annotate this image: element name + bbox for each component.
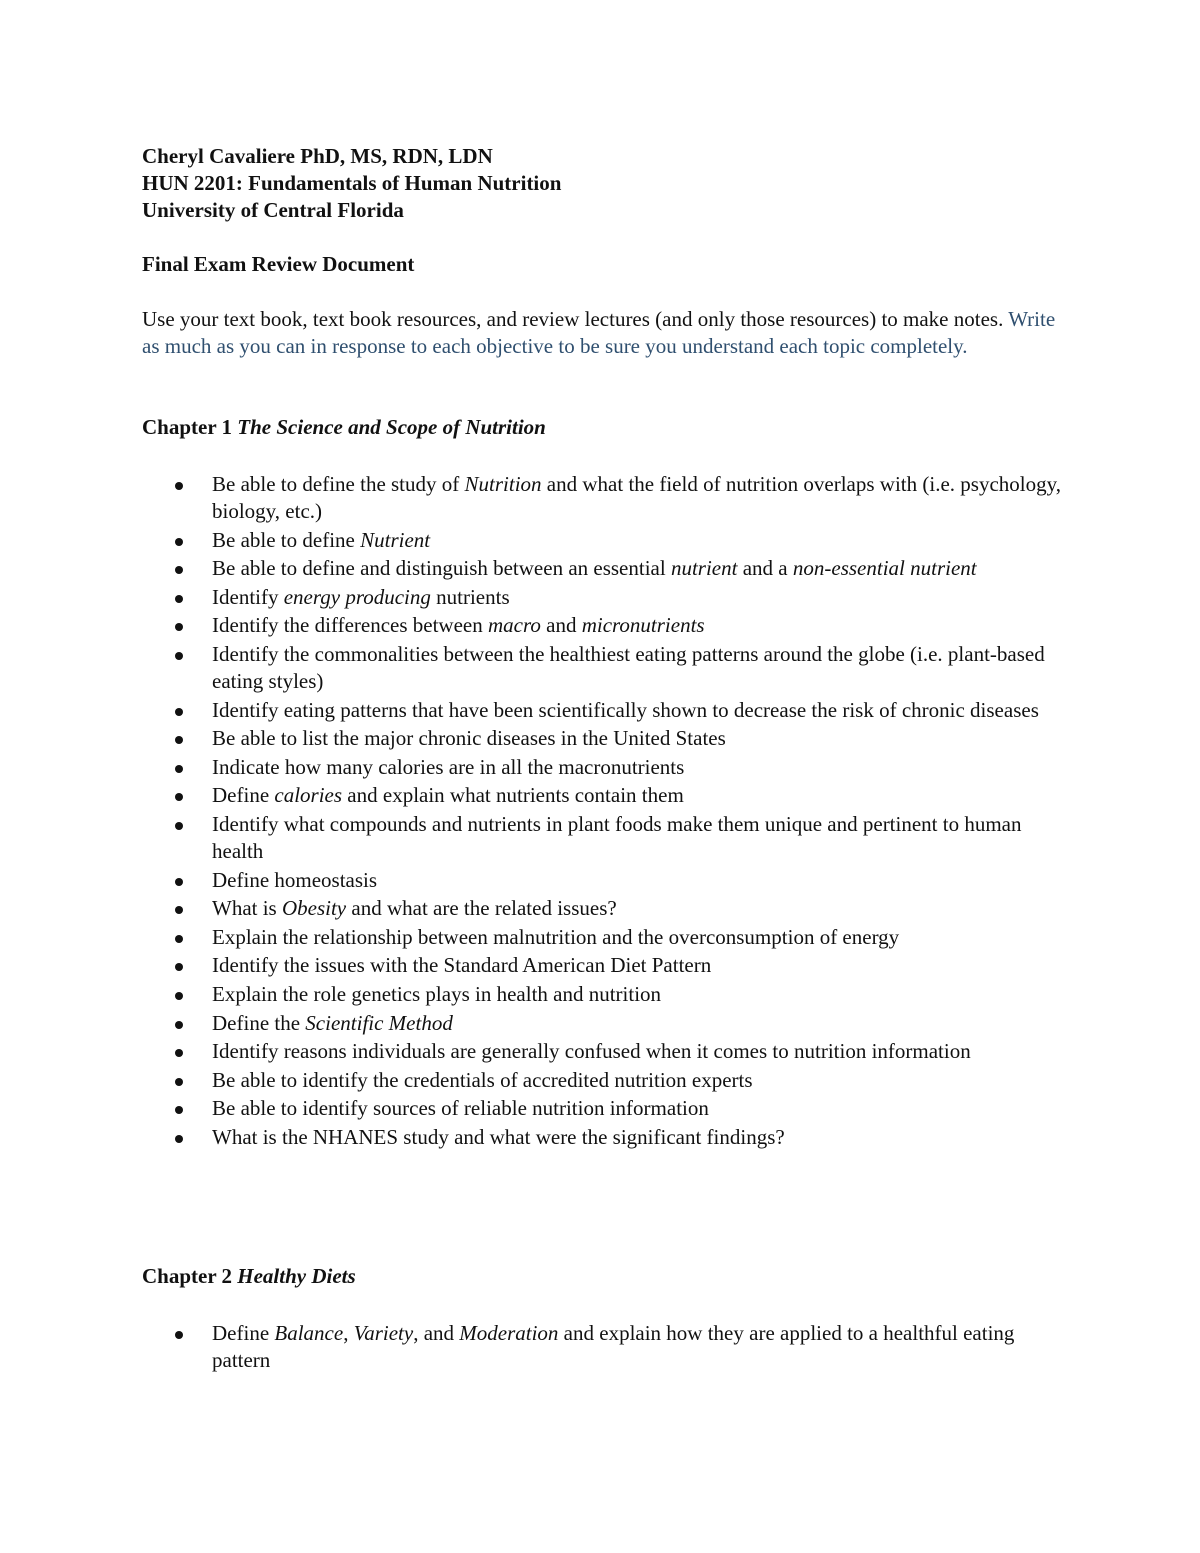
objective-item <box>212 1320 1072 1374</box>
bullet-icon <box>175 822 183 830</box>
objective-item <box>212 952 1072 979</box>
bullet-icon <box>175 1135 183 1143</box>
objective-term: micronutrients <box>581 613 705 638</box>
objective-text: and what the field of nutrition overlaps with (i.e. psychology, biology, etc.) <box>212 472 1061 523</box>
bullet-icon <box>175 736 183 744</box>
objective-item <box>212 584 1072 611</box>
objective-text: and explain how they are applied to a healthful eating pattern <box>212 1321 1015 1372</box>
objective-text: Be able to list the major chronic diseases in the United States <box>212 726 726 751</box>
bullet-icon <box>175 963 183 971</box>
bullet-icon <box>175 623 183 631</box>
objective-item <box>212 1067 1072 1094</box>
bullet-icon <box>175 595 183 603</box>
chapter-name: The Science and Scope of Nutrition <box>237 415 546 439</box>
objective-text: Define <box>212 783 275 808</box>
chapter-1-objectives <box>212 471 1072 1152</box>
objective-item <box>212 782 1072 809</box>
bullet-icon <box>175 1021 183 1029</box>
chapter-name: Healthy Diets <box>237 1264 356 1288</box>
objective-item <box>212 1038 1072 1065</box>
intro-text-part2: Write as much as you can in response to each objective to be sure you understand each topic completely. <box>142 307 1056 358</box>
objective-item <box>212 1095 1072 1122</box>
objective-text: Be able to define the study of <box>212 472 465 496</box>
objective-text: and explain what nutrients contain them <box>342 783 684 808</box>
objective-text: Identify the issues with the Standard American Diet Pattern <box>212 953 712 978</box>
objective-term: Scientific Method <box>305 1010 453 1035</box>
objective-term: calories <box>274 783 343 808</box>
bullet-icon <box>175 1049 183 1057</box>
objective-text: Be able to identify sources of reliable nutrition information <box>212 1096 709 1121</box>
objective-term: energy producing <box>283 584 431 609</box>
bullet-icon <box>175 482 183 490</box>
objective-text: Define homeostasis <box>212 867 378 892</box>
bullet-icon <box>175 538 183 546</box>
objective-term: macro <box>487 613 541 638</box>
bullet-icon <box>175 566 183 574</box>
bullet-icon <box>175 878 183 886</box>
objective-item <box>212 471 1072 525</box>
objective-text: Identify the differences between <box>212 613 488 638</box>
objective-text: Be able to define <box>212 527 361 552</box>
objective-item <box>212 697 1072 724</box>
objective-text: Be able to identify the credentials of accredited nutrition experts <box>212 1067 753 1092</box>
objective-term: Nutrient <box>360 527 431 552</box>
objective-text: What is <box>212 896 282 921</box>
objective-text: Identify the commonalities between the healthiest eating patterns around the globe (i.e. plant-based eating styles) <box>212 641 1045 693</box>
bullet-icon <box>175 935 183 943</box>
chapter-2-objectives <box>212 1320 1072 1376</box>
objective-text: Identify <box>212 584 284 609</box>
objective-item <box>212 1124 1072 1151</box>
objective-text: , and <box>413 1321 460 1345</box>
objective-text: Define <box>212 1321 275 1345</box>
objective-item <box>212 981 1072 1008</box>
objective-text: Explain the role genetics plays in health and nutrition <box>212 981 662 1006</box>
document-title: Final Exam Review Document <box>142 252 415 276</box>
objective-term: Moderation <box>459 1321 559 1345</box>
objective-item <box>212 612 1072 639</box>
objective-term: Obesity <box>281 896 347 921</box>
objective-text: Identify reasons individuals are generally confused when it comes to nutrition information <box>212 1039 971 1064</box>
objective-text: Identify eating patterns that have been scientifically shown to decrease the risk of chronic diseases <box>212 697 1039 722</box>
intro-paragraph <box>142 306 1072 360</box>
bullet-icon <box>175 652 183 660</box>
objective-term: nutrient <box>670 556 738 581</box>
objective-item <box>212 641 1072 695</box>
chapter-label: Chapter 2 <box>142 1264 233 1288</box>
author-line: Cheryl Cavaliere PhD, MS, RDN, LDN <box>142 144 493 168</box>
objective-item <box>212 924 1072 951</box>
bullet-icon <box>175 1078 183 1086</box>
objective-text: nutrients <box>430 584 510 609</box>
objective-text: Be able to define and distinguish between an essential <box>212 556 671 581</box>
chapter-label: Chapter 1 <box>142 415 233 439</box>
objective-item <box>212 811 1072 865</box>
objective-item <box>212 527 1072 554</box>
document-header <box>142 143 561 224</box>
bullet-icon <box>175 1331 183 1339</box>
objective-item <box>212 754 1072 781</box>
objective-text: Identify what compounds and nutrients in plant foods make them unique and pertinent to human health <box>212 811 1022 863</box>
objective-text: What is the NHANES study and what were the significant findings? <box>212 1124 785 1149</box>
course-line: HUN 2201: Fundamentals of Human Nutrition <box>142 171 562 195</box>
objective-item <box>212 867 1072 894</box>
objective-item <box>212 555 1072 582</box>
bullet-icon <box>175 992 183 1000</box>
objective-term: Balance <box>274 1321 344 1345</box>
bullet-icon <box>175 1106 183 1114</box>
university-line: University of Central Florida <box>142 198 404 222</box>
objective-item <box>212 1010 1072 1037</box>
objective-text: Define the <box>212 1010 306 1035</box>
bullet-icon <box>175 793 183 801</box>
objective-term: Nutrition <box>464 472 542 496</box>
objective-text: Indicate how many calories are in all the macronutrients <box>212 754 685 779</box>
objective-term: Variety <box>353 1321 414 1345</box>
objective-item <box>212 725 1072 752</box>
objective-text: and what are the related issues? <box>346 896 617 921</box>
objective-text: and <box>540 613 582 638</box>
objective-text: , <box>343 1321 354 1345</box>
bullet-icon <box>175 708 183 716</box>
objective-term: non-essential nutrient <box>792 556 977 581</box>
objective-item <box>212 895 1072 922</box>
objective-text: Explain the relationship between malnutrition and the overconsumption of energy <box>212 924 900 949</box>
bullet-icon <box>175 906 183 914</box>
bullet-icon <box>175 765 183 773</box>
objective-text: and a <box>737 556 793 581</box>
intro-text-part1: Use your text book, text book resources, and review lectures (and only those resources) to make notes. <box>142 307 1004 331</box>
chapter-1-heading <box>142 414 546 441</box>
chapter-2-heading <box>142 1263 356 1290</box>
